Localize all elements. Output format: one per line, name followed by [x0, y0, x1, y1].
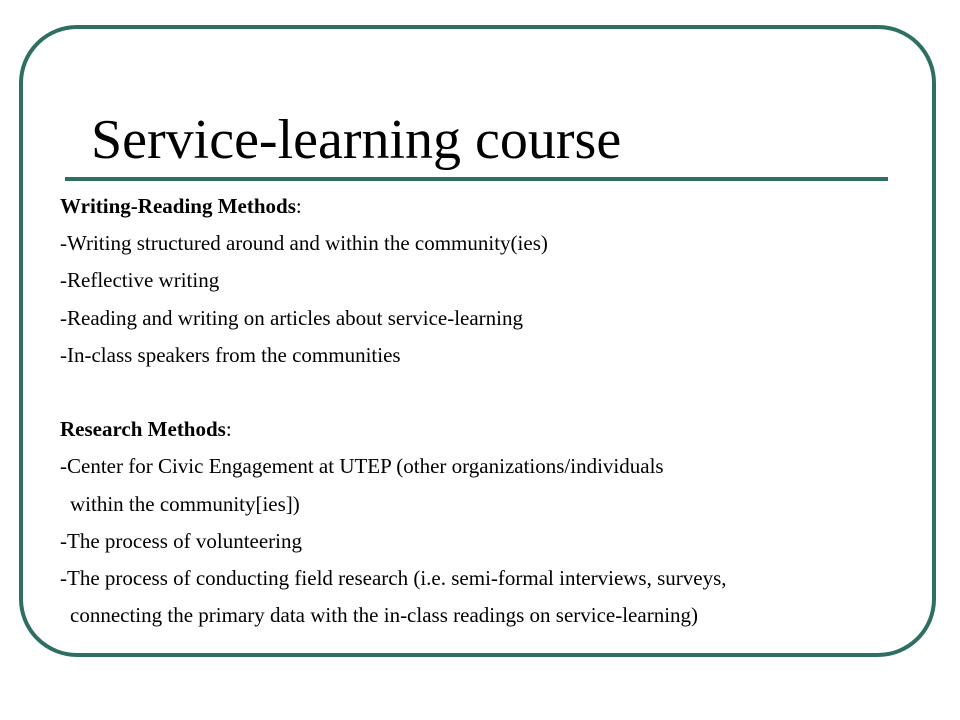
list-item: -The process of volunteering: [60, 528, 303, 553]
list-item: -Center for Civic Engagement at UTEP (other organizations/individuals: [60, 454, 664, 479]
slide-body: [60, 188, 930, 634]
list-item: -In-class speakers from the communities: [60, 342, 401, 367]
list-item: -Writing structured around and within the community(ies): [60, 231, 548, 256]
section-heading-colon: :: [295, 194, 302, 218]
section-heading-colon: :: [225, 417, 232, 442]
slide-title: Service-learning course: [91, 109, 622, 171]
section-heading-text: Writing-Reading Methods: [60, 194, 296, 218]
section-spacer: [60, 374, 930, 411]
section-heading-research: [60, 411, 930, 448]
section-heading-text: Research Methods: [60, 417, 226, 442]
section-heading-writing-reading: [60, 188, 930, 225]
list-item: -The process of conducting field research (i.e. semi-formal interviews, surveys,: [60, 565, 727, 590]
list-item: -Reading and writing on articles about service-learning: [60, 305, 524, 330]
list-item: -Reflective writing: [60, 268, 220, 293]
list-item-continuation: connecting the primary data with the in-class readings on service-learning): [70, 603, 699, 628]
list-item-continuation: within the community[ies]): [70, 491, 300, 516]
title-underline: [65, 177, 888, 181]
